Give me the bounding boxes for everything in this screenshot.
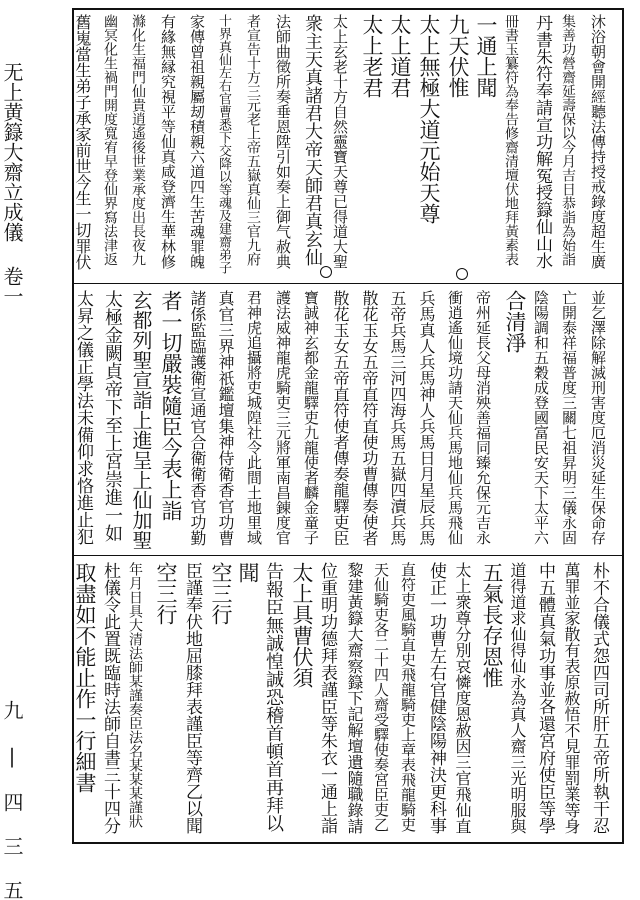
top-block-column: 滌化生福門仙貴逍遙後世業承度出長夜九 [130,14,146,266]
middle-block-column: 五帝兵馬三河四海兵馬五嶽四瀆兵馬 [388,290,407,546]
bottom-block-column: 告報臣無誠惶誠恐稽首頓首再拜以 [263,562,284,832]
bottom-block-column: 使正一功曹左右官健陰陽神決更科事 [426,562,446,834]
bottom-block-column: 道得道求仙得仙永為真人齋三光明服與 [508,562,527,834]
bottom-block-column: 位重明功德拜表謹臣等朱衣一通上詣 [317,562,337,834]
circle-mark-icon [456,268,468,280]
bottom-block-column: 朴不合儀式怨四司所肝五帝所執干忍 [589,562,609,834]
top-block-column: 沐浴朝會開經聽法傳持授戒錄度超生廣 [589,14,607,269]
middle-block-column: 寶誠神玄都金龍驛吏九龍使者麟金童子 [302,290,320,545]
bottom-block-column: 萬罪並家散有表原赦悟不見罪罰業等身 [562,562,581,834]
middle-block-column: 帝州延長父母消殃善福同臻允保元吉永 [474,290,492,545]
top-block-column: 十界真仙左右官曹悉下交降以等魂及建齋弟子 [216,14,231,274]
bottom-block-column: 直符吏風騎直史飛龍騎吏上章表飛龍騎吏 [399,562,417,832]
top-block-column: 衆主天真諸君大帝天師君真玄仙 [302,14,323,266]
middle-block-column: 者一切嚴裝隨臣今表上詣 [159,290,183,521]
bottom-block-column: 中五體真氣功事並各還宮府使臣等學 [535,562,555,834]
middle-block-column: 太昇之儀正學法未備仰求恪進止犯 [73,290,93,545]
bottom-block-column: 年月日具大清法師某謹奏臣法名某某某謹狀 [127,562,143,828]
middle-block-column: 陰陽調和五穀成登國富民安天下太平六 [532,290,550,545]
top-block-column: 者宣告十方三元老上帝五嶽真仙三官九府 [245,14,261,266]
top-block-column: 法師曲徵所奏垂恩陞引如奏上御气赦典 [274,14,292,269]
top-block-column: 家傳曾祖親屬刼積親六道四生苦魂罪魄 [188,14,206,269]
middle-block-column: 兵馬真人兵馬神人兵馬日月星辰兵馬 [417,290,436,546]
middle-block-column: 玄都列聖宣詣上進呈上仙加聖 [129,290,153,550]
margin-page-number: 九 | 四 三 五 [0,700,24,900]
middle-block-column: 亡開泰祥福普度三關七祖昇明三儀永固 [560,290,578,545]
bottom-block-column: 天仙騎吏各二十四人齋受驛使奏宮臣吏乙 [372,562,390,832]
bottom-block-column: 取盡如不能止作一行細書 [73,562,97,793]
middle-block-column: 太極金闕貞帝下至上宮崇進一如 [102,290,123,542]
bottom-block-column: 杜儀令此置既臨時法師自書三十四分 [100,562,120,834]
bottom-block-column: 聞 [236,562,260,583]
top-block-column: 集善功營齋延壽保以今月吉日恭詣為始詣 [560,14,576,266]
middle-block-column: 諸係監臨護衛宣通官合衛衛香官功勤 [188,290,207,546]
bottom-block-column: 黎建黃籙大齋察籙下記解壇遺隨職錄請 [345,562,364,834]
bottom-block-column: 太上具曹伏須 [290,562,314,688]
middle-block-column: 散花玉女五帝直符直使功曹傳奏使者 [360,290,379,546]
middle-block-column: 護法威神龍虎騎吏三元將軍南昌錬度官 [274,290,292,545]
top-block-column: 太上道君 [388,14,412,98]
top-block-column: 丹書朱符奉請宣功解冤授籙仙山水 [532,14,552,269]
bottom-block-column: 空三行 [209,562,233,625]
middle-block-column: 並乞澤除解滅刑害度厄消災延生保命存 [589,290,607,545]
top-block-column: 幽冥化生禍門開度寬宥早登仙界寫法津返 [102,14,118,266]
bottom-block-column: 太上衆尊分別哀憐度恩赦因三官飛仙直 [453,562,472,834]
section-marker-circles-2 [456,264,468,280]
top-block-column: 有緣無縁究視平等仙真咸登濟生華林修 [159,14,177,269]
bottom-block-column: 臣謹奉伏地屈膝拜表謹臣等齊乙以聞 [182,562,202,834]
section-divider-upper [74,283,622,284]
top-block-column: 九天伏惟 [446,14,470,98]
middle-block-column: 散花玉女五帝直符使者傳奏龍驛吏臣 [331,290,350,546]
section-divider-lower [74,555,622,556]
top-block-column: 太上無極大道元始天尊 [417,14,441,224]
top-block-column: 舊嵬當生弟子承家前世今生一切罪伏 [73,14,92,270]
bottom-block-column: 五氣長存恩惟 [480,562,504,688]
top-block-column: 太上老君 [360,14,384,98]
bottom-block-column: 空三行 [154,562,178,625]
top-block-column: 太上玄老十方自然靈寶天尊已得道大聖 [331,14,349,269]
top-block-column: 冊書玉纂符為奉告修齋清壇伏地拜黃素表 [503,14,519,266]
top-block-column: 一通上聞 [474,14,498,98]
middle-block-column: 真官三界神祇鑑壇集神侍衛香官功曹 [216,290,235,546]
middle-block-column: 衝逍遙仙境功請天仙兵馬地仙兵馬飛仙 [446,290,464,545]
middle-block-column: 合清淨 [503,290,527,353]
middle-block-column: 君神虎追攝將吏城隍社令此間土地里域 [245,290,263,545]
margin-book-title: 无上黄籙大齋立成儀 卷一 [0,62,24,306]
